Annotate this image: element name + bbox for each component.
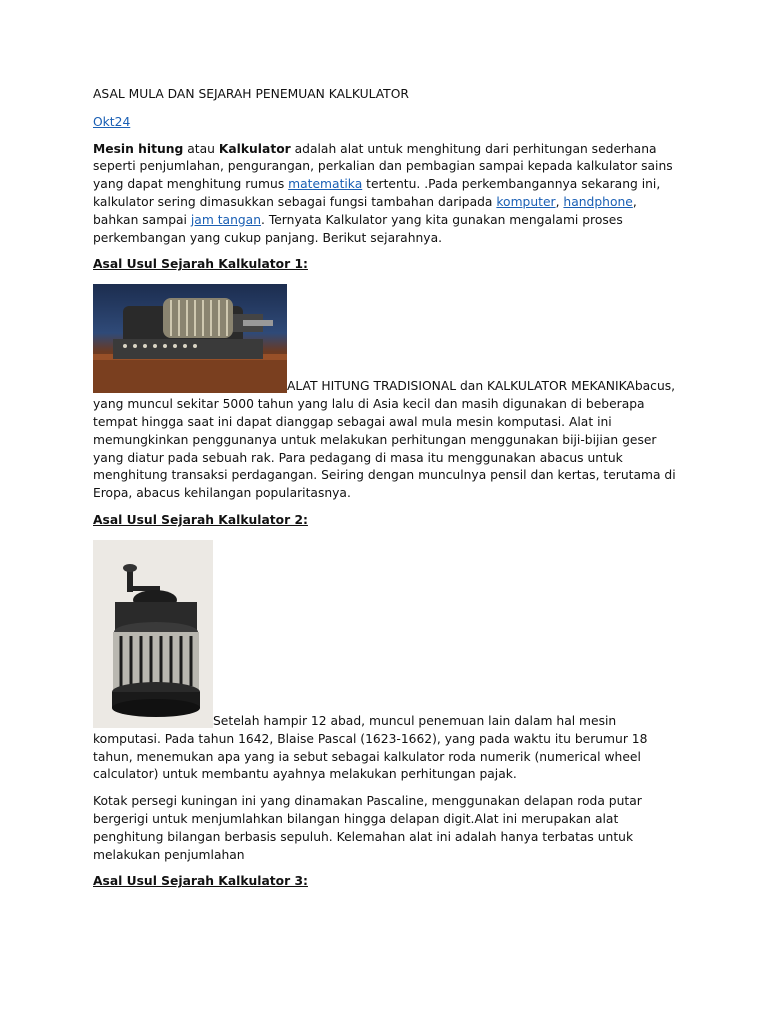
term-kalkulator: Kalkulator: [218, 141, 291, 156]
section2-paragraph-2: Kotak persegi kuningan ini yang dinamakan Pascaline, menggunakan delapan roda putar bergerigi untuk menjumlahkan bilangan hingga delapan digit.Alat ini merupakan alat penghitung bilangan berbasis sepuluh. Kelemahan alat ini adalah hanya terbatas untuk melakukan penjumlahan: [93, 794, 642, 862]
link-handphone[interactable]: handphone: [563, 194, 633, 209]
intro-text-2: tertentu. .Pada perkembangannya sekarang ini, kalkulator sering dimasukkan sebagai fungsi tambahan daripada: [93, 177, 661, 209]
section1-heading: Asal Usul Sejarah Kalkulator 1:: [93, 257, 308, 272]
section1-text: ALAT HITUNG TRADISIONAL dan KALKULATOR MEKANIKAbacus, yang muncul sekitar 5000 tahun yang lalu di Asia kecil dan masih digunakan di beberapa tempat hingga saat ini dapat dianggap sebagai awal mula mesin komputasi. Alat ini memungkinkan penggunanya untuk melakukan perhitungan menggunakan biji-bijian geser yang diatur pada sebuah rak. Para pedagang di masa itu menggunakan abacus untuk menghitung transaksi perdagangan. Seiring dengan munculnya pensil dan kertas, terutama di Eropa, abacus kehilangan popularitasnya.: [93, 379, 676, 501]
intro-sep: ,: [555, 194, 564, 209]
date-paragraph: [93, 114, 678, 132]
intro-text-4: . Ternyata Kalkulator yang kita gunakan mengalami proses perkembangan yang cukup panjang. Berikut sejarahnya.: [93, 212, 623, 245]
document-page: [93, 86, 678, 901]
section3-heading: Asal Usul Sejarah Kalkulator 3:: [93, 874, 308, 889]
curta-calculator-photo: [93, 540, 213, 728]
link-jam-tangan[interactable]: jam tangan: [190, 212, 261, 227]
intro-text-or: atau: [183, 141, 219, 156]
intro-text-3: , bahkan sampai: [93, 194, 637, 227]
section2-heading: Asal Usul Sejarah Kalkulator 2:: [93, 512, 308, 527]
term-mesin-hitung: Mesin hitung: [93, 141, 184, 156]
intro-paragraph: [93, 141, 678, 248]
link-komputer[interactable]: komputer: [496, 194, 556, 209]
link-matematika[interactable]: matematika: [288, 177, 363, 192]
section1-paragraph: [93, 284, 678, 503]
mechanical-calculator-photo: [93, 284, 287, 393]
section2-text: Setelah hampir 12 abad, muncul penemuan lain dalam hal mesin komputasi. Pada tahun 1642, Blaise Pascal (1623-1662), yang pada waktu itu berumur 18 tahun, menemukan apa yang ia sebut sebagai kalkulator roda numerik (numerical wheel calculator) untuk membantu ayahnya melakukan perhitungan pajak.: [93, 713, 648, 782]
date-link[interactable]: Okt24: [93, 114, 131, 129]
intro-text-1: adalah alat untuk menghitung dari perhitungan sederhana seperti penjumlahan, pengurangan, perkalian dan pembagian sampai kepada kalkulator sains yang dapat menghitung rumus: [93, 141, 673, 192]
section2-paragraph: [93, 540, 678, 784]
document-title: ASAL MULA DAN SEJARAH PENEMUAN KALKULATOR: [93, 87, 409, 101]
